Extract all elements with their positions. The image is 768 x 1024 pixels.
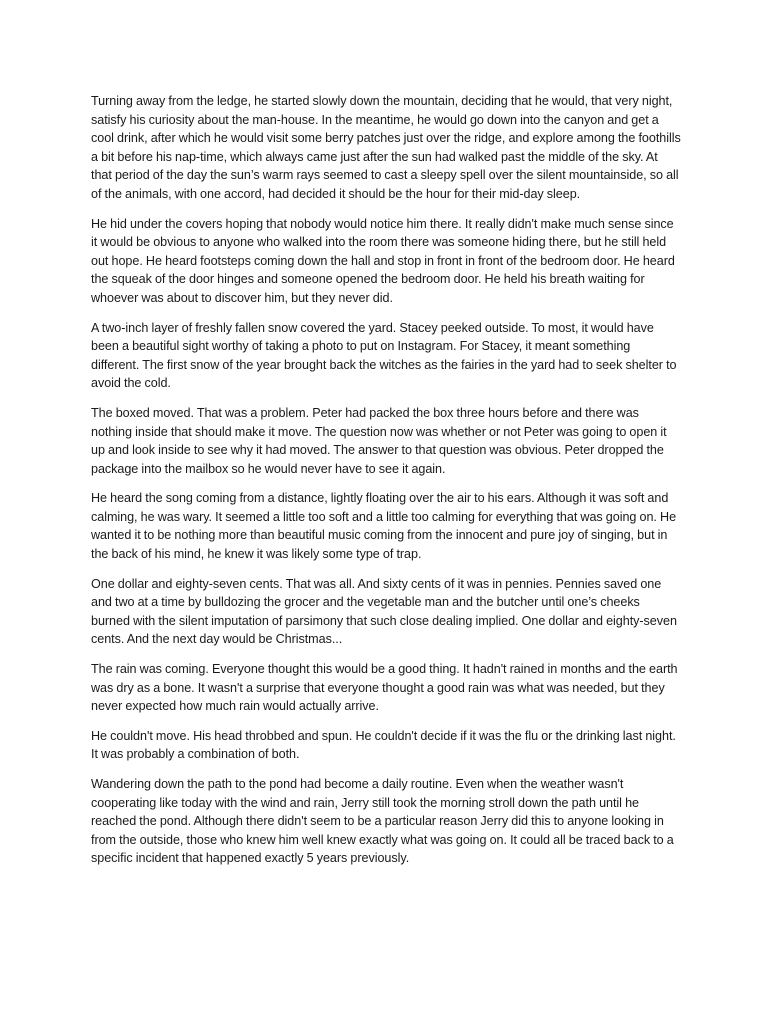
paragraph: He couldn't move. His head throbbed and spun. He couldn't decide if it was the flu or the drinking last night. It was probably a combination of both.	[91, 728, 676, 762]
paragraph: Wandering down the path to the pond had become a daily routine. Even when the weather wasn't cooperating like today with the wind and rain, Jerry still took the morning stroll down the path until he reached the pond. Although there didn't seem to be a particular reason Jerry did this to anyone looking in from the outside, those who knew him well knew exactly what was going on. It could all be traced back to a specific incident that happened exactly 5 years previously.	[91, 777, 674, 866]
document-body	[91, 92, 681, 879]
paragraph: He hid under the covers hoping that nobody would notice him there. It really didn't make much sense since it would be obvious to anyone who walked into the room there was someone hiding there, but he still held out hope. He heard footsteps coming down the hall and stop in front in front of the bedroom door. He heard the squeak of the door hinges and someone opened the bedroom door. He held his breath waiting for whoever was about to discover him, but they never did.	[91, 216, 675, 305]
paragraph: The rain was coming. Everyone thought this would be a good thing. It hadn't rained in months and the earth was dry as a bone. It wasn't a surprise that everyone thought a good rain was what was needed, but they never expected how much rain would actually arrive.	[91, 662, 678, 714]
paragraph: The boxed moved. That was a problem. Peter had packed the box three hours before and there was nothing inside that should make it move. The question now was whether or not Peter was going to open it up and look inside to see why it had moved. The answer to that question was obvious. Peter dropped the package into the mailbox so he would never have to see it again.	[91, 405, 667, 476]
paragraph: He heard the song coming from a distance, lightly floating over the air to his ears. Although it was soft and calming, he was wary. It seemed a little too soft and a little too calming for everything that was going on. He wanted it to be nothing more than beautiful music coming from the innocent and pure joy of singing, but in the back of his mind, he knew it was likely some type of trap.	[91, 491, 677, 562]
paragraph: Turning away from the ledge, he started slowly down the mountain, deciding that he would, that very night, satisfy his curiosity about the man-house. In the meantime, he would go down into the canyon and get a cool drink, after which he would visit some berry patches just over the ridge, and explore among the foothills a bit before his nap-time, which always came just after the sun had walked past the middle of the sky. At that period of the day the sun’s warm rays seemed to cast a sleepy spell over the silent mountainside, so all of the animals, with one accord, had decided it should be the hour for their mid-day sleep.	[91, 94, 681, 201]
paragraph: One dollar and eighty-seven cents. That was all. And sixty cents of it was in pennies. Pennies saved one and two at a time by bulldozing the grocer and the vegetable man and the butcher until one’s cheeks burned with the silent imputation of parsimony that such close dealing implied. One dollar and eighty-seven cents. And the next day would be Christmas...	[91, 576, 677, 647]
paragraph: A two-inch layer of freshly fallen snow covered the yard. Stacey peeked outside. To most, it would have been a beautiful sight worthy of taking a photo to put on Instagram. For Stacey, it meant something different. The first snow of the year brought back the witches as the fairies in the yard had to seek shelter to avoid the cold.	[91, 320, 677, 391]
